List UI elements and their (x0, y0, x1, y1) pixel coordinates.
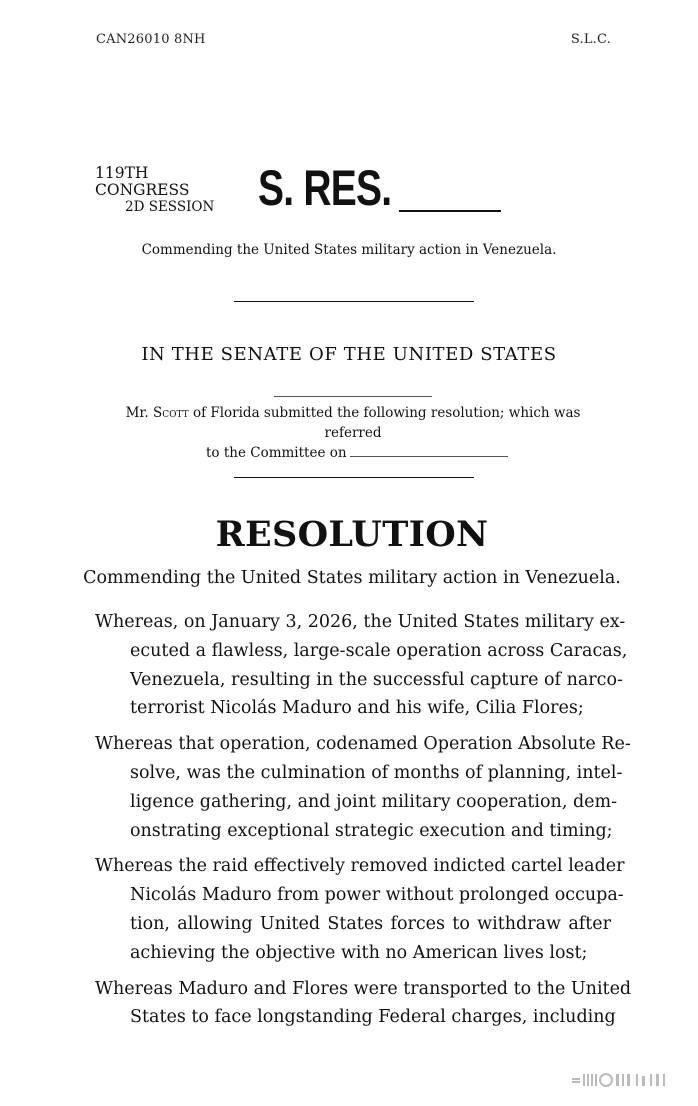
sponsor-prefix: Mr. (125, 405, 149, 421)
clause-line: Whereas Maduro and Flores were transported to the United (95, 978, 632, 999)
whereas-clause (95, 608, 628, 723)
committee-label: to the Committee on (206, 445, 347, 461)
document-code: CAN26010 8NH (96, 32, 206, 47)
clause-line: solve, was the culmination of months of planning, intel- (130, 762, 623, 783)
clause-line: terrorist Nicolás Maduro and his wife, Cilia Flores; (130, 698, 584, 719)
watermark-logo (570, 1068, 682, 1092)
clause-line: Nicolás Maduro from power without prolonged occupa- (130, 885, 624, 906)
short-title: Commending the United States military action in Venezuela. (141, 242, 557, 258)
session-number: 2D SESSION (125, 199, 215, 215)
measure-number-blank (399, 210, 501, 212)
measure-label: S. RES. (258, 160, 392, 216)
clause-line: Whereas that operation, codenamed Operation Absolute Re- (95, 734, 631, 755)
clause-line: Venezuela, resulting in the successful capture of narco- (130, 669, 623, 690)
committee-blank (350, 444, 508, 457)
intro-line-1 (98, 403, 608, 443)
whereas-clause (95, 852, 625, 967)
clause-line: ecuted a flawless, large-scale operation across Caracas, (130, 640, 628, 661)
whereas-clause (95, 975, 632, 1033)
chamber-heading: IN THE SENATE OF THE UNITED STATES (141, 344, 557, 365)
official-title: Commending the United States military action in Venezuela. (83, 568, 621, 588)
clause-line: achieving the objective with no American lives lost; (130, 942, 588, 963)
divider-rule-small (274, 396, 432, 397)
clause-line: Whereas the raid effectively removed indicted cartel leader (95, 856, 625, 877)
intro-line-2 (98, 443, 608, 463)
document-type-heading: RESOLUTION (215, 514, 489, 555)
clause-line: States to face longstanding Federal charges, including (130, 1007, 616, 1028)
clause-line: Whereas, on January 3, 2026, the United States military ex- (95, 612, 626, 632)
clause-line: ligence gathering, and joint military cooperation, dem- (130, 791, 618, 812)
clause-line: tion, allowing United States forces to withdraw after (130, 913, 611, 934)
whereas-clauses (95, 608, 632, 1039)
whereas-clause (95, 730, 631, 845)
clause-line: onstrating exceptional strategic execution and timing; (130, 820, 613, 841)
introduction-statement (98, 403, 608, 463)
divider-rule (234, 301, 474, 302)
intro-line-1-rest: of Florida submitted the following resolution; which was referred (192, 405, 581, 441)
sponsor-name: Scott (152, 405, 189, 421)
congress-number: 119TH CONGRESS (95, 164, 190, 199)
divider-rule (234, 477, 474, 478)
congress-session-block (95, 165, 241, 216)
office-code: S.L.C. (570, 32, 611, 47)
